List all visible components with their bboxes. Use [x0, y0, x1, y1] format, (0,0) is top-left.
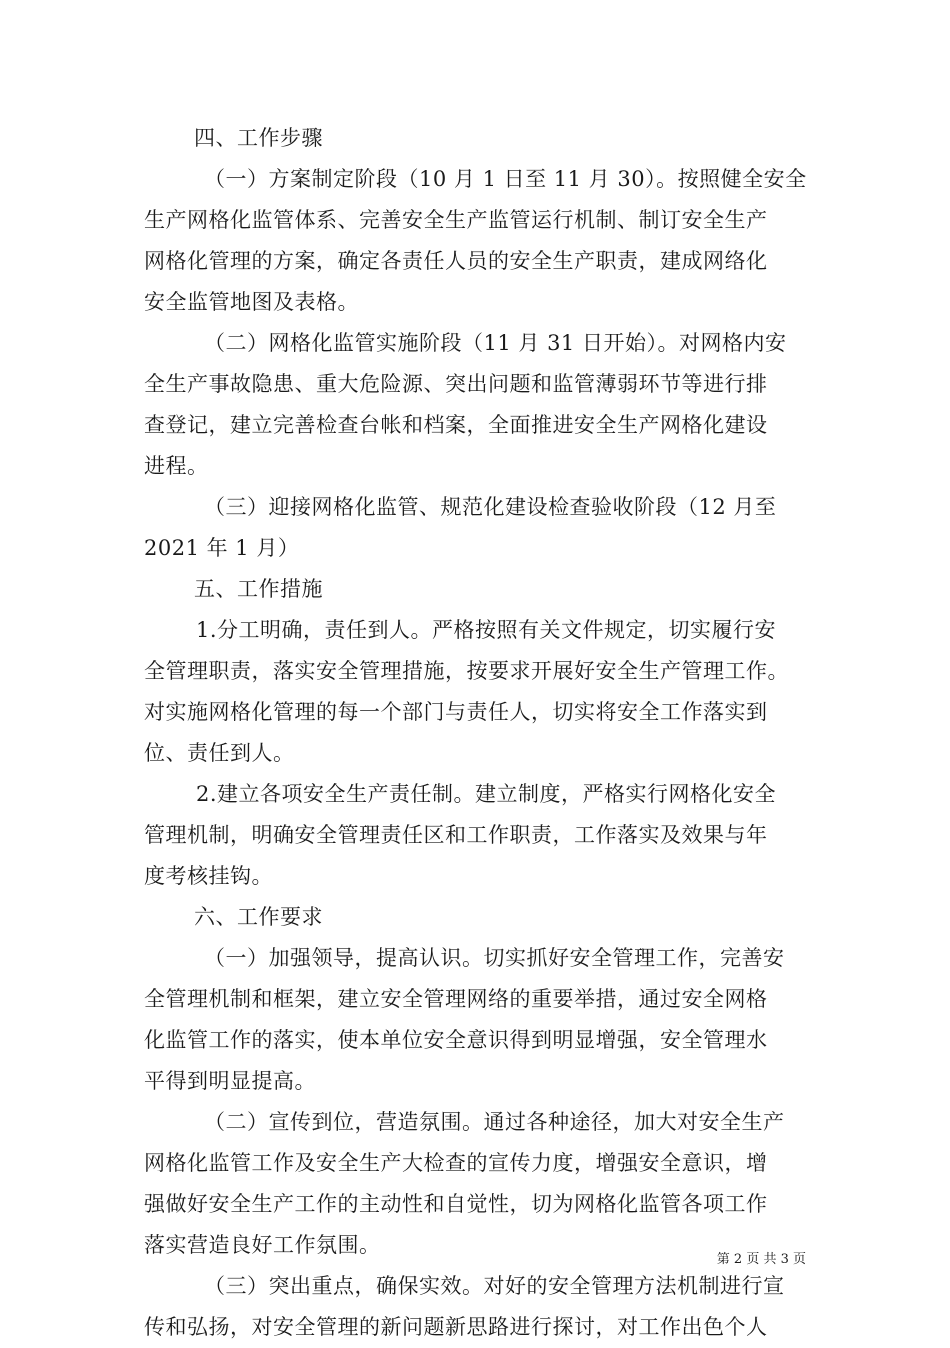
- page-number: 第 2 页 共 3 页: [716, 1252, 806, 1267]
- paragraph-line: 传和弘扬，对安全管理的新问题新思路进行探讨，对工作出色个人: [144, 1315, 768, 1339]
- paragraph-line: 安全监管地图及表格。: [144, 290, 359, 314]
- paragraph-line: 生产网格化监管体系、完善安全生产监管运行机制、制订安全生产: [144, 208, 768, 232]
- paragraph-line: （一）加强领导，提高认识。切实抓好安全管理工作，完善安: [204, 946, 785, 970]
- paragraph-line: （二）网格化监管实施阶段（11 月 31 日开始）。对网格内安: [204, 331, 787, 355]
- section-heading: 六、工作要求: [194, 905, 323, 929]
- paragraph-line: 全管理机制和框架，建立安全管理网络的重要举措，通过安全网格: [144, 987, 768, 1011]
- paragraph-line: 1.分工明确，责任到人。严格按照有关文件规定，切实履行安: [196, 618, 777, 642]
- paragraph-line: 落实营造良好工作氛围。: [144, 1233, 381, 1257]
- paragraph-line: 网格化监管工作及安全生产大检查的宣传力度，增强安全意识，增: [144, 1151, 768, 1175]
- paragraph-line: 进程。: [144, 454, 209, 478]
- paragraph-line: （三）迎接网格化监管、规范化建设检查验收阶段（12 月至: [204, 495, 777, 519]
- paragraph-line: 强做好安全生产工作的主动性和自觉性，切为网格化监管各项工作: [144, 1192, 768, 1216]
- section-heading: 四、工作步骤: [194, 126, 323, 150]
- paragraph-line: 2021 年 1 月）: [144, 536, 300, 560]
- paragraph-line: 查登记，建立完善检查台帐和档案，全面推进安全生产网格化建设: [144, 413, 768, 437]
- paragraph-line: （一）方案制定阶段（10 月 1 日至 11 月 30）。按照健全安全: [204, 167, 807, 191]
- paragraph-line: 对实施网格化管理的每一个部门与责任人，切实将安全工作落实到: [144, 700, 768, 724]
- paragraph-line: 化监管工作的落实，使本单位安全意识得到明显增强，安全管理水: [144, 1028, 768, 1052]
- section-heading: 五、工作措施: [194, 577, 323, 601]
- paragraph-line: 全管理职责，落实安全管理措施，按要求开展好安全生产管理工作。: [144, 659, 789, 683]
- paragraph-line: （二）宣传到位，营造氛围。通过各种途径，加大对安全生产: [204, 1110, 785, 1134]
- paragraph-line: 2.建立各项安全生产责任制。建立制度，严格实行网格化安全: [196, 782, 777, 806]
- paragraph-line: 网格化管理的方案，确定各责任人员的安全生产职责，建成网络化: [144, 249, 768, 273]
- paragraph-line: 位、责任到人。: [144, 741, 295, 765]
- paragraph-line: 平得到明显提高。: [144, 1069, 316, 1093]
- paragraph-line: 全生产事故隐患、重大危险源、突出问题和监管薄弱环节等进行排: [144, 372, 768, 396]
- paragraph-line: 管理机制，明确安全管理责任区和工作职责，工作落实及效果与年: [144, 823, 768, 847]
- document-body: [144, 118, 824, 1348]
- paragraph-line: 度考核挂钩。: [144, 864, 273, 888]
- paragraph-line: （三）突出重点，确保实效。对好的安全管理方法机制进行宣: [204, 1274, 785, 1298]
